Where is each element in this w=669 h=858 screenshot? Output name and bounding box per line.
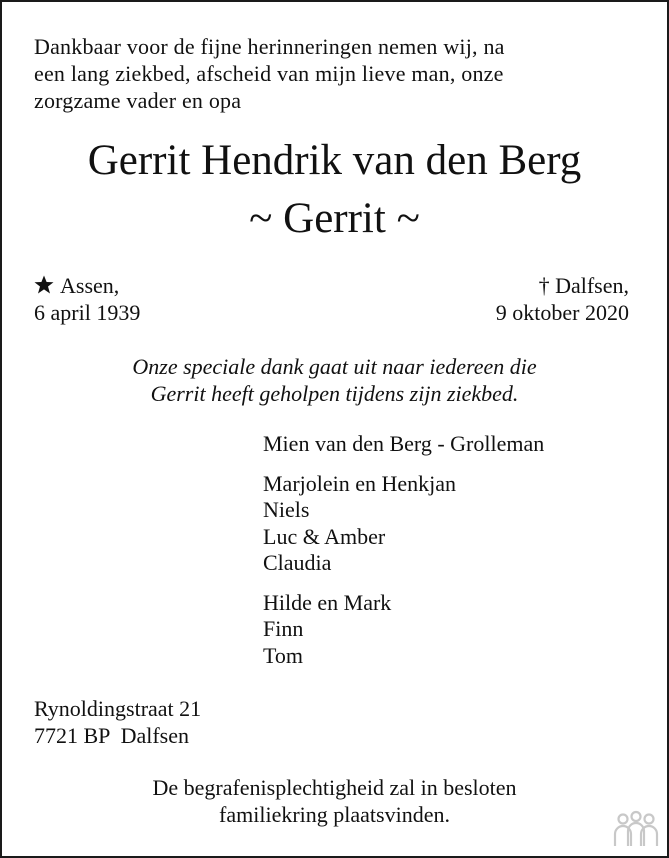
death-info xyxy=(496,272,629,326)
footer-line: De begrafenisplechtigheid zal in besloten xyxy=(152,775,517,800)
address-city: 7721 BP Dalfsen xyxy=(34,723,190,748)
family-group-hilde xyxy=(263,590,544,670)
death-date: 9 oktober 2020 xyxy=(495,300,629,325)
family-member: Marjolein en Henkjan xyxy=(263,470,457,496)
birth-info xyxy=(34,272,140,326)
family-member: Luc & Amber xyxy=(263,523,386,549)
family-member: Mien van den Berg - Grolleman xyxy=(263,431,545,456)
family-group-marjolein xyxy=(263,471,544,577)
family-member: Hilde en Mark xyxy=(263,589,392,615)
family-member: Claudia xyxy=(263,550,332,575)
family-member: Niels xyxy=(263,497,310,522)
family-list xyxy=(263,431,544,669)
birth-date: 6 april 1939 xyxy=(34,300,141,325)
family-member: Tom xyxy=(263,642,304,668)
thanks-line: Onze speciale dank gaat uit naar iedereen die xyxy=(132,354,537,379)
address-block xyxy=(34,695,201,749)
star-icon xyxy=(34,275,54,294)
deceased-name: Gerrit Hendrik van den Berg xyxy=(87,137,582,184)
intro-line: Dankbaar voor de fijne herinneringen nemen wij, na xyxy=(34,34,505,59)
birth-place: Assen, xyxy=(60,273,120,298)
footer-line: familiekring plaatsvinden. xyxy=(219,802,450,827)
deceased-nickname: ~ Gerrit ~ xyxy=(249,195,420,242)
address-street: Rynoldingstraat 21 xyxy=(34,696,202,721)
intro-text xyxy=(34,33,644,114)
footer-text xyxy=(2,774,667,828)
thanks-line: Gerrit heeft geholpen tijdens zijn ziekbed. xyxy=(150,381,519,406)
death-place: † Dalfsen, xyxy=(538,273,629,298)
intro-line: een lang ziekbed, afscheid van mijn lieve man, onze xyxy=(34,61,504,86)
family-member: Finn xyxy=(263,616,304,641)
intro-line: zorgzame vader en opa xyxy=(34,88,242,113)
thanks-text xyxy=(2,353,667,407)
family-group-spouse xyxy=(263,431,544,458)
people-logo-icon xyxy=(611,810,661,850)
